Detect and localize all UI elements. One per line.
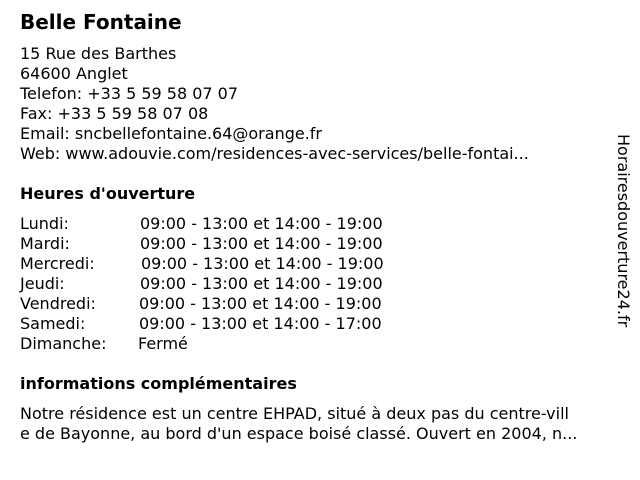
hours-day-label: Dimanche: (20, 334, 107, 353)
hours-time-value: 09:00 - 13:00 et 14:00 - 19:00 (140, 234, 383, 253)
site-watermark: Horairesdouverture24.fr (614, 134, 633, 328)
contact-block (20, 44, 529, 164)
info-heading: informations complémentaires (20, 374, 297, 393)
fax-text: Fax: +33 5 59 58 07 08 (20, 104, 209, 123)
hours-day-label: Lundi: (20, 214, 69, 233)
hours-time-value: 09:00 - 13:00 et 14:00 - 19:00 (140, 214, 383, 233)
address-line-street: 15 Rue des Barthes (20, 44, 177, 63)
hours-day-label: Vendredi: (20, 294, 96, 313)
business-name: Belle Fontaine (20, 10, 182, 34)
website-text: Web: www.adouvie.com/residences-avec-services/belle-fontai... (20, 144, 529, 163)
hours-heading: Heures d'ouverture (20, 184, 196, 203)
address-line-city: 64600 Anglet (20, 64, 128, 83)
hours-day-label: Samedi: (20, 314, 86, 333)
phone-text: Telefon: +33 5 59 58 07 07 (20, 84, 239, 103)
description-line: Notre résidence est un centre EHPAD, situé à deux pas du centre-vill (20, 404, 569, 423)
hours-time-value: 09:00 - 13:00 et 14:00 - 19:00 (139, 294, 382, 313)
info-description (20, 404, 628, 444)
hours-time-value: 09:00 - 13:00 et 14:00 - 17:00 (139, 314, 382, 333)
hours-day-label: Mercredi: (20, 254, 95, 273)
hours-time-value: 09:00 - 13:00 et 14:00 - 19:00 (141, 254, 384, 273)
hours-day-label: Mardi: (20, 234, 70, 253)
hours-time-value: 09:00 - 13:00 et 14:00 - 19:00 (140, 274, 383, 293)
description-line: e de Bayonne, au bord d'un espace boisé classé. Ouvert en 2004, n... (20, 424, 578, 443)
hours-day-label: Jeudi: (20, 274, 65, 293)
email-text: Email: sncbellefontaine.64@orange.fr (20, 124, 322, 143)
hours-time-value: Fermé (138, 334, 188, 353)
